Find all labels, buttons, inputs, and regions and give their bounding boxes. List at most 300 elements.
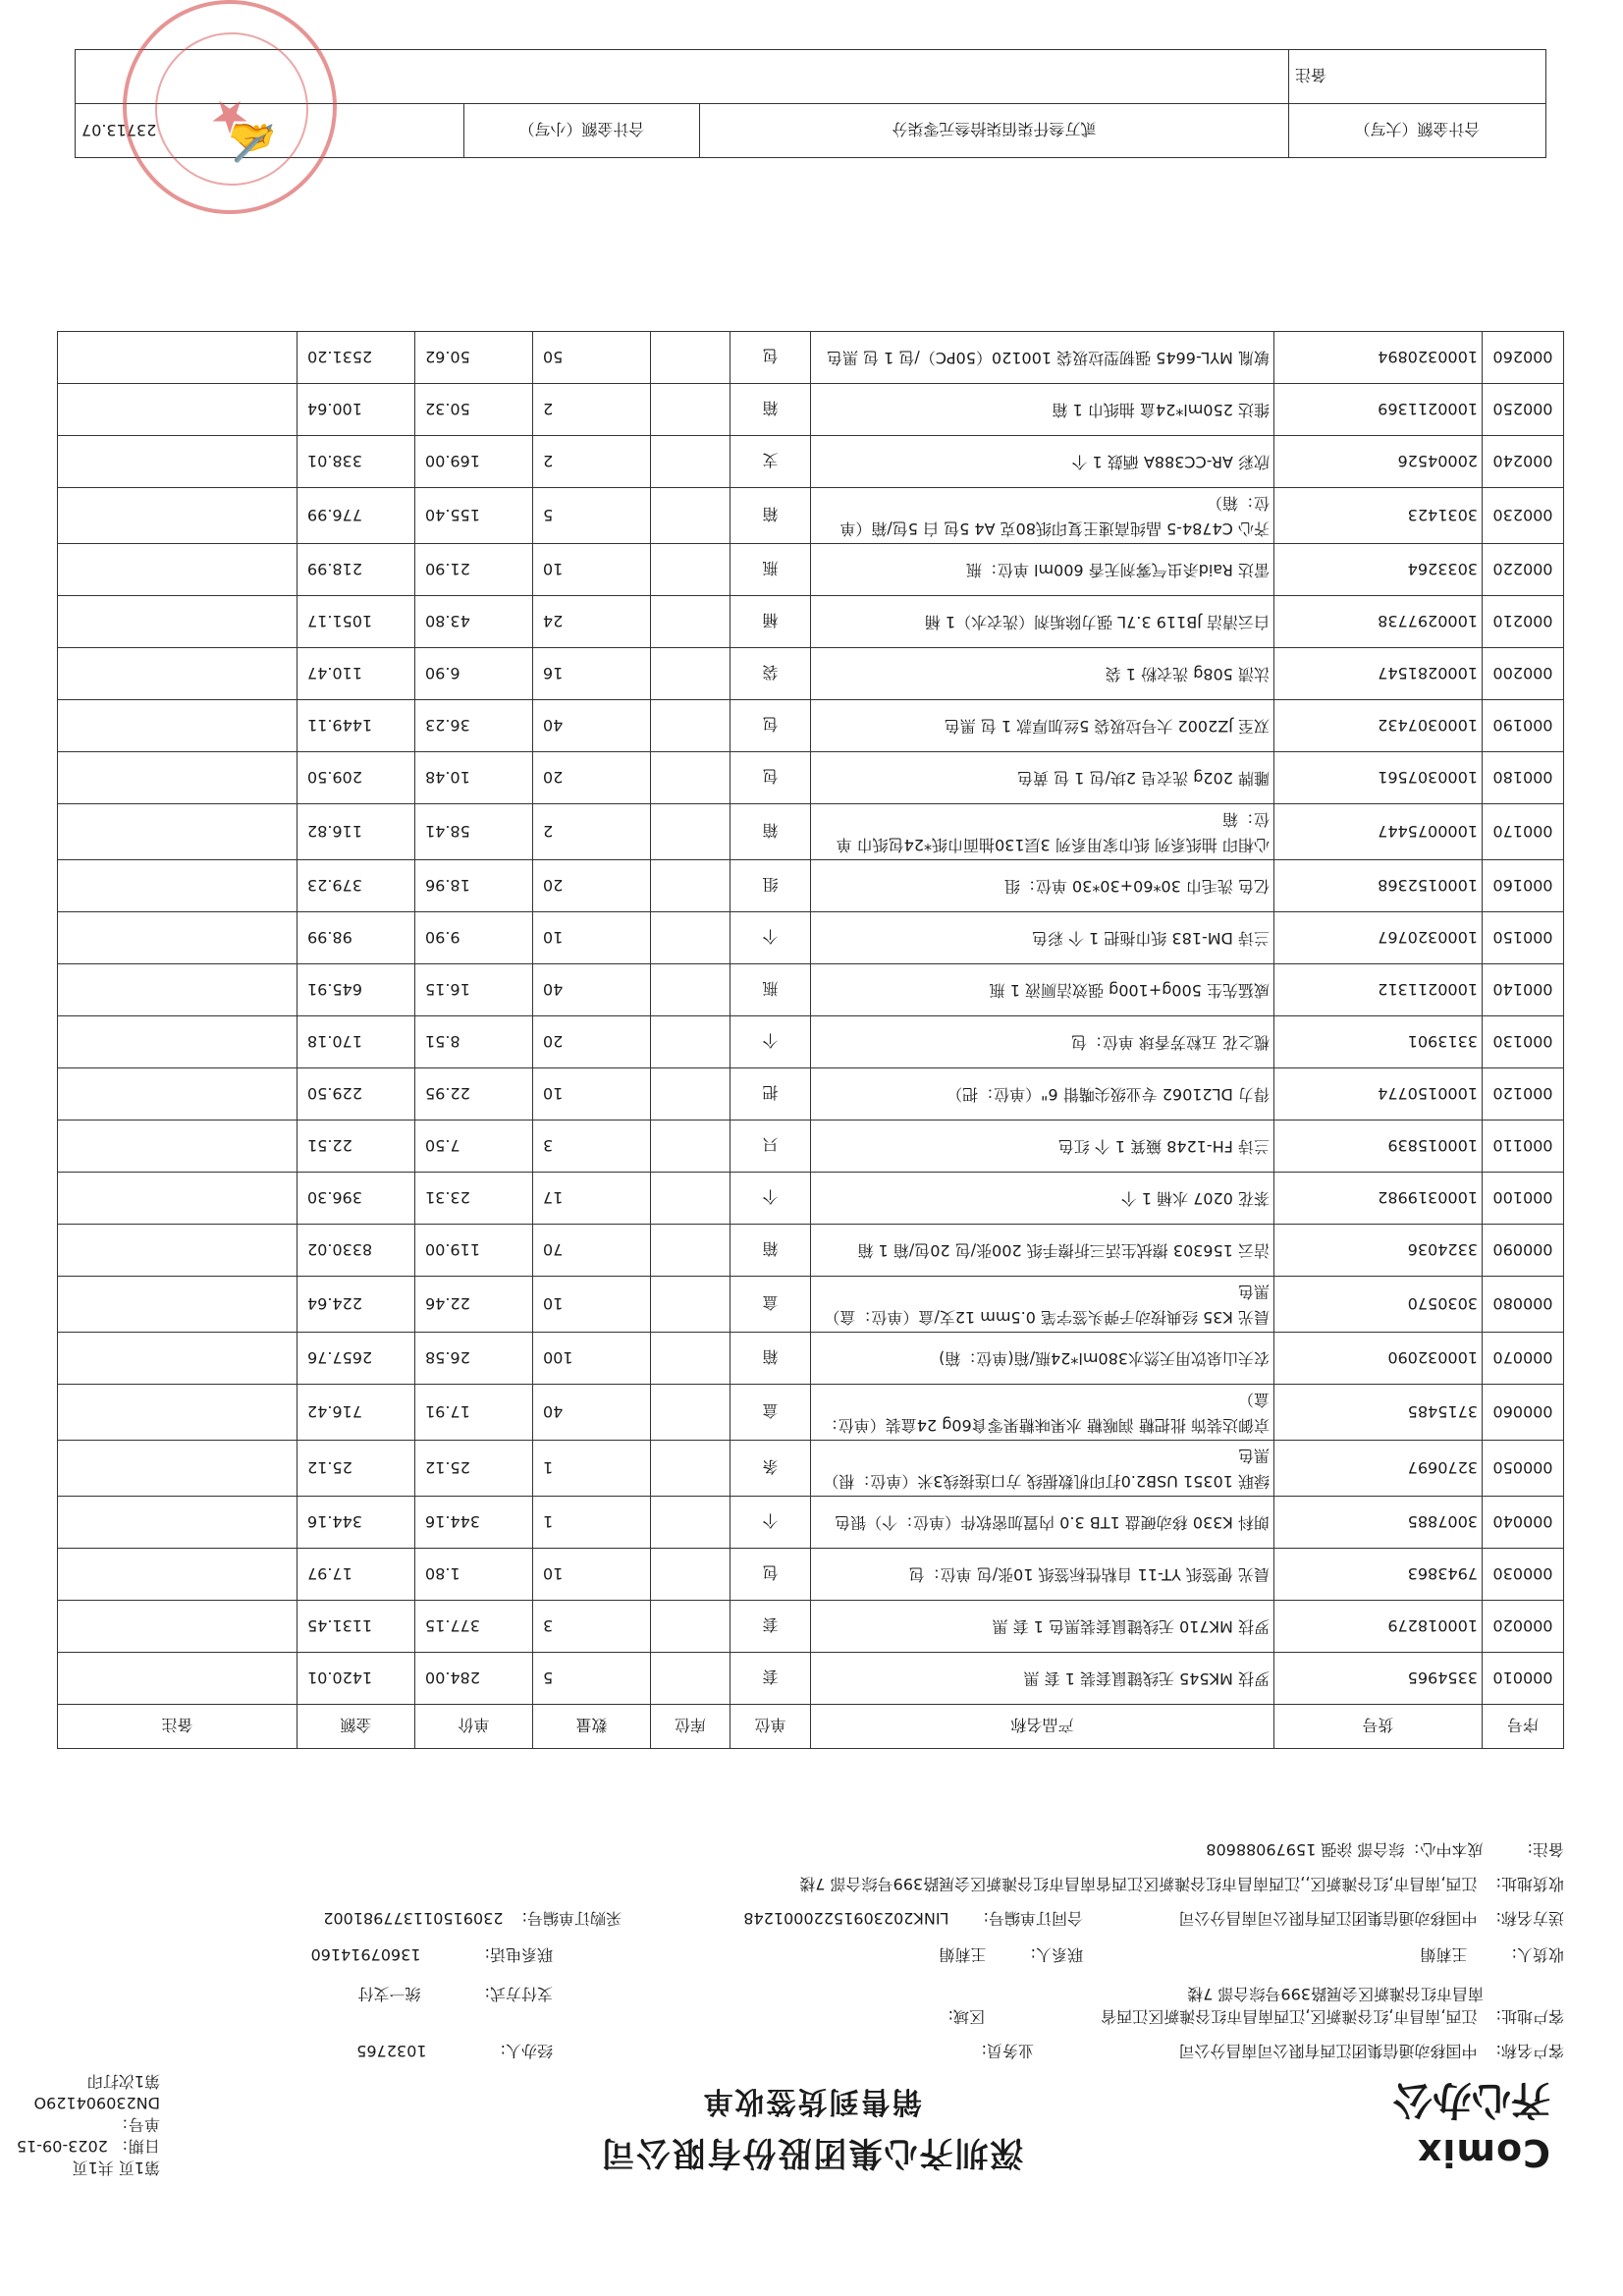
cell-sku: 1000320767 bbox=[1274, 912, 1483, 964]
table-row bbox=[58, 596, 1564, 648]
cell-note bbox=[58, 1549, 298, 1601]
cell-product: 心相印 抽纸系列 纸巾家用系列 3层130抽面巾纸*24包纸巾 单位：箱 bbox=[811, 804, 1274, 860]
cell-note bbox=[58, 1497, 298, 1549]
handler-row bbox=[356, 2041, 553, 2060]
customer-value: 中国移动通信集团江西有限公司南昌分公司 bbox=[1178, 2042, 1478, 2060]
cell-seq: 000210 bbox=[1483, 596, 1564, 648]
cell-sku: 100032090 bbox=[1274, 1333, 1483, 1385]
table-row bbox=[58, 1601, 1564, 1653]
region-label: 区域: bbox=[947, 2007, 985, 2026]
table-row bbox=[58, 1441, 1564, 1497]
cell-product: 罗技 MK710 无线键鼠套装黑色 1 套 黑 bbox=[811, 1601, 1274, 1653]
receive-addr-value: 江西,南昌市,红谷滩新区,,江西南昌市红谷滩新区江西省南昌市红谷滩新区会展路399号综合部 7楼 bbox=[799, 1875, 1478, 1893]
cell-amount: 25.12 bbox=[298, 1441, 415, 1497]
cell-unit: 盒 bbox=[730, 1277, 811, 1333]
document-title: 销售到货签收单 bbox=[701, 2084, 922, 2118]
cell-unit: 套 bbox=[730, 1601, 811, 1653]
cell-sku: 1000075447 bbox=[1274, 804, 1483, 860]
cell-location bbox=[651, 1653, 730, 1705]
items-table bbox=[57, 331, 1564, 1749]
cell-unit: 箱 bbox=[730, 1333, 811, 1385]
cell-unit: 只 bbox=[730, 1121, 811, 1173]
table-row bbox=[58, 1497, 1564, 1549]
cell-seq: 000050 bbox=[1483, 1441, 1564, 1497]
cell-price: 23.31 bbox=[415, 1173, 533, 1225]
cell-sku: 1000211312 bbox=[1274, 964, 1483, 1016]
cell-note bbox=[58, 1601, 298, 1653]
cell-amount: 776.99 bbox=[298, 488, 415, 544]
company-seal bbox=[123, 0, 337, 214]
cell-note bbox=[58, 1441, 298, 1497]
cell-note bbox=[58, 912, 298, 964]
cell-location bbox=[651, 860, 730, 912]
table-row bbox=[58, 752, 1564, 804]
address-label: 客户地址: bbox=[1495, 2007, 1564, 2026]
cell-location bbox=[651, 1497, 730, 1549]
cell-amount: 229.50 bbox=[298, 1068, 415, 1121]
cell-product: 兰诗 FH-1248 簸箕 1 个 红色 bbox=[811, 1121, 1274, 1173]
cell-sku: 100015839 bbox=[1274, 1121, 1483, 1173]
cell-location bbox=[651, 488, 730, 544]
cell-product: 白云清洁 JB119 3.7L 强力除垢剂（洗衣水）1 桶 bbox=[811, 596, 1274, 648]
cell-location bbox=[651, 700, 730, 752]
cell-unit: 瓶 bbox=[730, 964, 811, 1016]
remark-label: 备注: bbox=[1527, 1840, 1564, 1859]
receiver-row bbox=[1420, 1944, 1564, 1964]
cell-product: 得力 DL21062 专业级尖嘴钳 6"（单位：把） bbox=[811, 1068, 1274, 1121]
cell-qty: 2 bbox=[533, 384, 651, 436]
cell-location bbox=[651, 596, 730, 648]
purchase-no-row bbox=[323, 1908, 622, 1928]
cell-price: 284.00 bbox=[415, 1653, 533, 1705]
cell-seq: 000140 bbox=[1483, 964, 1564, 1016]
handler-value: 1032765 bbox=[356, 2042, 427, 2060]
cell-qty: 16 bbox=[533, 648, 651, 700]
cell-note bbox=[58, 596, 298, 648]
cell-product: 敏胤 MYL-6645 强韧型垃圾袋 100120（50PC）/包 1 包 黑色 bbox=[811, 332, 1274, 384]
cell-seq: 000010 bbox=[1483, 1653, 1564, 1705]
cell-seq: 000150 bbox=[1483, 912, 1564, 964]
cell-location bbox=[651, 1601, 730, 1653]
cell-sku: 1000307561 bbox=[1274, 752, 1483, 804]
cell-seq: 000240 bbox=[1483, 436, 1564, 488]
cell-qty: 10 bbox=[533, 1068, 651, 1121]
phone-value: 13607914160 bbox=[310, 1945, 421, 1964]
cell-sku: 1000281547 bbox=[1274, 648, 1483, 700]
cell-amount: 116.82 bbox=[298, 804, 415, 860]
cell-sku: 1000319982 bbox=[1274, 1173, 1483, 1225]
cell-note bbox=[58, 860, 298, 912]
cell-note bbox=[58, 1333, 298, 1385]
cell-unit: 个 bbox=[730, 912, 811, 964]
header-qty: 数量 bbox=[533, 1705, 651, 1749]
cell-note bbox=[58, 488, 298, 544]
cell-location bbox=[651, 332, 730, 384]
cell-amount: 218.99 bbox=[298, 544, 415, 596]
seal-star-icon: ★ bbox=[209, 90, 250, 143]
ship-to-row bbox=[1178, 1908, 1564, 1928]
cell-qty: 20 bbox=[533, 752, 651, 804]
cell-unit: 条 bbox=[730, 1441, 811, 1497]
cell-note bbox=[58, 1068, 298, 1121]
contract-no-label: 合同订单编号: bbox=[983, 1909, 1083, 1928]
header-note: 备注 bbox=[58, 1705, 298, 1749]
table-header-row bbox=[58, 1705, 1564, 1749]
cell-price: 50.32 bbox=[415, 384, 533, 436]
print-count: 第1次打印 bbox=[86, 2072, 160, 2091]
cell-product: 晨光 便签纸 YT-11 自粘性标签纸 10张/包 单位：包 bbox=[811, 1549, 1274, 1601]
cell-note bbox=[58, 384, 298, 436]
table-row bbox=[58, 1277, 1564, 1333]
cell-unit: 支 bbox=[730, 436, 811, 488]
table-row bbox=[58, 332, 1564, 384]
cell-unit: 桶 bbox=[730, 596, 811, 648]
cell-unit: 包 bbox=[730, 1549, 811, 1601]
cell-price: 22.95 bbox=[415, 1068, 533, 1121]
cell-unit: 个 bbox=[730, 1173, 811, 1225]
cell-sku: 3030570 bbox=[1274, 1277, 1483, 1333]
cell-unit: 个 bbox=[730, 1016, 811, 1068]
cell-location bbox=[651, 912, 730, 964]
total-lower-value: 23713.07 bbox=[76, 104, 464, 158]
cell-note bbox=[58, 1121, 298, 1173]
items-body bbox=[58, 332, 1564, 1705]
cell-product: 罗技 MK545 无线键鼠套装 1 套 黑 bbox=[811, 1653, 1274, 1705]
table-row bbox=[58, 1333, 1564, 1385]
cell-unit: 箱 bbox=[730, 804, 811, 860]
cell-qty: 40 bbox=[533, 700, 651, 752]
cell-sku: 1000152368 bbox=[1274, 860, 1483, 912]
cell-qty: 3 bbox=[533, 1121, 651, 1173]
cell-sku: 3033264 bbox=[1274, 544, 1483, 596]
cell-seq: 000200 bbox=[1483, 648, 1564, 700]
region-row bbox=[948, 2006, 985, 2026]
cell-unit: 组 bbox=[730, 860, 811, 912]
cell-qty: 5 bbox=[533, 488, 651, 544]
cell-seq: 000020 bbox=[1483, 1601, 1564, 1653]
cell-product: 兰诗 DM-183 纸巾拖把 1 个 彩色 bbox=[811, 912, 1274, 964]
cell-unit: 瓶 bbox=[730, 544, 811, 596]
cell-qty: 10 bbox=[533, 1549, 651, 1601]
cell-qty: 20 bbox=[533, 1016, 651, 1068]
cell-qty: 10 bbox=[533, 1277, 651, 1333]
cell-price: 17.91 bbox=[415, 1385, 533, 1441]
cell-seq: 000190 bbox=[1483, 700, 1564, 752]
cell-seq: 000110 bbox=[1483, 1121, 1564, 1173]
cell-location bbox=[651, 964, 730, 1016]
header-amount: 金额 bbox=[298, 1705, 415, 1749]
cell-amount: 344.16 bbox=[298, 1497, 415, 1549]
cell-unit: 把 bbox=[730, 1068, 811, 1121]
cell-unit: 箱 bbox=[730, 384, 811, 436]
table-row bbox=[58, 1653, 1564, 1705]
cell-amount: 22.51 bbox=[298, 1121, 415, 1173]
cell-price: 18.96 bbox=[415, 860, 533, 912]
cell-seq: 000130 bbox=[1483, 1016, 1564, 1068]
cell-qty: 1 bbox=[533, 1497, 651, 1549]
table-row bbox=[58, 700, 1564, 752]
cell-amount: 100.64 bbox=[298, 384, 415, 436]
cell-amount: 8330.02 bbox=[298, 1225, 415, 1277]
cell-note bbox=[58, 700, 298, 752]
cell-qty: 1 bbox=[533, 1441, 651, 1497]
table-row bbox=[58, 1549, 1564, 1601]
cell-note bbox=[58, 804, 298, 860]
cell-qty: 20 bbox=[533, 860, 651, 912]
cell-qty: 10 bbox=[533, 544, 651, 596]
cell-unit: 箱 bbox=[730, 1225, 811, 1277]
cell-sku: 1000297738 bbox=[1274, 596, 1483, 648]
cell-qty: 40 bbox=[533, 1385, 651, 1441]
cell-product: 亿色 洗毛巾 30*60+30*30 单位：组 bbox=[811, 860, 1274, 912]
cell-product: 朗科 K330 移动硬盘 1TB 3.0 内置加密软件（单位：个）银色 bbox=[811, 1497, 1274, 1549]
header-price: 单价 bbox=[415, 1705, 533, 1749]
cell-sku: 100018279 bbox=[1274, 1601, 1483, 1653]
cell-amount: 2531.20 bbox=[298, 332, 415, 384]
customer-name-row bbox=[1178, 2041, 1564, 2060]
cell-amount: 338.01 bbox=[298, 436, 415, 488]
table-row bbox=[58, 860, 1564, 912]
cell-amount: 209.50 bbox=[298, 752, 415, 804]
receiver-label: 收货人: bbox=[1511, 1945, 1564, 1964]
cell-price: 58.41 bbox=[415, 804, 533, 860]
cell-product: 绿联 10351 USB2.0打印机数据线 方口连接线3米（单位：根）黑色 bbox=[811, 1441, 1274, 1497]
cell-price: 344.16 bbox=[415, 1497, 533, 1549]
receive-addr-row bbox=[799, 1874, 1564, 1893]
cell-price: 43.80 bbox=[415, 596, 533, 648]
cell-price: 377.15 bbox=[415, 1601, 533, 1653]
table-row bbox=[58, 544, 1564, 596]
cell-price: 155.40 bbox=[415, 488, 533, 544]
cell-sku: 7943863 bbox=[1274, 1549, 1483, 1601]
table-row bbox=[58, 1016, 1564, 1068]
payment-row bbox=[357, 1984, 553, 2003]
cell-qty: 10 bbox=[533, 912, 651, 964]
cell-sku: 1000320894 bbox=[1274, 332, 1483, 384]
cell-unit: 包 bbox=[730, 700, 811, 752]
cell-product: 晨光 K35 经典按动子弹头签字笔 0.5mm 12支/盒（单位：盒）黑色 bbox=[811, 1277, 1274, 1333]
cell-product: 茶花 0207 水桶 1 个 bbox=[811, 1173, 1274, 1225]
cell-product: 榄之花 五粒芳香球 单位：包 bbox=[811, 1016, 1274, 1068]
cell-location bbox=[651, 1333, 730, 1385]
header-seq: 序号 bbox=[1483, 1705, 1564, 1749]
cell-sku: 1000150774 bbox=[1274, 1068, 1483, 1121]
cell-price: 8.51 bbox=[415, 1016, 533, 1068]
table-row bbox=[58, 1068, 1564, 1121]
cell-location bbox=[651, 1549, 730, 1601]
cell-sku: 3031423 bbox=[1274, 488, 1483, 544]
cell-qty: 5 bbox=[533, 1653, 651, 1705]
cell-seq: 000030 bbox=[1483, 1549, 1564, 1601]
cell-price: 16.15 bbox=[415, 964, 533, 1016]
cell-note bbox=[58, 436, 298, 488]
cell-seq: 000040 bbox=[1483, 1497, 1564, 1549]
cell-amount: 98.99 bbox=[298, 912, 415, 964]
cell-amount: 1420.01 bbox=[298, 1653, 415, 1705]
cell-qty: 3 bbox=[533, 1601, 651, 1653]
table-row bbox=[58, 648, 1564, 700]
cell-location bbox=[651, 1121, 730, 1173]
cell-location bbox=[651, 544, 730, 596]
cell-sku: 20004526 bbox=[1274, 436, 1483, 488]
cell-location bbox=[651, 1068, 730, 1121]
receive-addr-label: 收货地址: bbox=[1495, 1875, 1564, 1893]
document-date: 日期： 2023-09-15 bbox=[16, 2137, 160, 2156]
brand-logo-text: Comix bbox=[1416, 2131, 1550, 2174]
cell-price: 169.00 bbox=[415, 436, 533, 488]
company-name: 深圳齐心集团股份有限公司 bbox=[599, 2133, 1024, 2172]
cell-price: 26.58 bbox=[415, 1333, 533, 1385]
cell-product: 双至 JZ2002 大号垃圾袋 5丝加厚款 1 包 黑色 bbox=[811, 700, 1274, 752]
payment-value: 统一支付 bbox=[357, 1985, 421, 2003]
cell-seq: 000250 bbox=[1483, 384, 1564, 436]
cell-amount: 1131.45 bbox=[298, 1601, 415, 1653]
header-product: 产品名称 bbox=[811, 1705, 1274, 1749]
cell-location bbox=[651, 1441, 730, 1497]
contact-value: 王莉娟 bbox=[939, 1945, 987, 1964]
cell-qty: 2 bbox=[533, 804, 651, 860]
cell-price: 25.12 bbox=[415, 1441, 533, 1497]
table-row bbox=[58, 1173, 1564, 1225]
cell-qty: 100 bbox=[533, 1333, 651, 1385]
table-row bbox=[58, 436, 1564, 488]
cell-seq: 000060 bbox=[1483, 1385, 1564, 1441]
purchase-no-label: 采购订单编号: bbox=[521, 1909, 622, 1928]
cell-price: 21.90 bbox=[415, 544, 533, 596]
cell-note bbox=[58, 1225, 298, 1277]
cell-price: 36.23 bbox=[415, 700, 533, 752]
customer-label: 客户名称: bbox=[1495, 2042, 1564, 2060]
total-upper-value: 贰万叁仟柒佰柒拾叁元零柒分 bbox=[700, 104, 1289, 158]
document-number: 单号： DN230904129O bbox=[33, 2094, 160, 2134]
cell-seq: 000170 bbox=[1483, 804, 1564, 860]
cell-product: 齐心 C4784-5 晶纯高速王复印纸80克 A4 5包 白 5包/箱（单位：箱） bbox=[811, 488, 1274, 544]
cell-price: 119.00 bbox=[415, 1225, 533, 1277]
address-row bbox=[1101, 2006, 1564, 2026]
cell-note bbox=[58, 648, 298, 700]
address-value: 江西,南昌市,红谷滩新区,江西南昌市红谷滩新区江西省 bbox=[1101, 2007, 1478, 2026]
cell-location bbox=[651, 384, 730, 436]
table-row bbox=[58, 488, 1564, 544]
contact-row bbox=[939, 1944, 1083, 1964]
cell-location bbox=[651, 804, 730, 860]
sales-label: 业务员: bbox=[981, 2042, 1034, 2060]
cell-qty: 50 bbox=[533, 332, 651, 384]
cell-sku: 3313901 bbox=[1274, 1016, 1483, 1068]
handwritten-signature: ✍ bbox=[229, 119, 278, 164]
remark-value: 成本中心：综合部 涂强 15979088608 bbox=[1206, 1840, 1484, 1859]
cell-note bbox=[58, 964, 298, 1016]
cell-unit: 包 bbox=[730, 752, 811, 804]
cell-qty: 24 bbox=[533, 596, 651, 648]
cell-product: 雷达 Raid杀虫气雾剂无香 600ml 单位：瓶 bbox=[811, 544, 1274, 596]
sales-row bbox=[982, 2041, 1034, 2060]
cell-amount: 1449.11 bbox=[298, 700, 415, 752]
cell-note bbox=[58, 1016, 298, 1068]
cell-qty: 70 bbox=[533, 1225, 651, 1277]
cell-location bbox=[651, 1173, 730, 1225]
cell-amount: 645.91 bbox=[298, 964, 415, 1016]
header-location: 库位 bbox=[651, 1705, 730, 1749]
cell-location bbox=[651, 1225, 730, 1277]
address-row-2 bbox=[1187, 1984, 1484, 2003]
cell-sku: 1000307432 bbox=[1274, 700, 1483, 752]
cell-amount: 224.64 bbox=[298, 1277, 415, 1333]
contract-no-value: LINK20230915220001248 bbox=[743, 1909, 949, 1928]
table-row bbox=[58, 1121, 1564, 1173]
document-meta bbox=[0, 2070, 160, 2178]
cell-price: 9.90 bbox=[415, 912, 533, 964]
table-row bbox=[58, 1225, 1564, 1277]
cell-amount: 17.97 bbox=[298, 1549, 415, 1601]
cell-sku: 3715485 bbox=[1274, 1385, 1483, 1441]
cell-price: 50.62 bbox=[415, 332, 533, 384]
cell-price: 7.50 bbox=[415, 1121, 533, 1173]
contract-no-row bbox=[743, 1908, 1083, 1928]
cell-seq: 000100 bbox=[1483, 1173, 1564, 1225]
cell-note bbox=[58, 544, 298, 596]
cell-qty: 2 bbox=[533, 436, 651, 488]
table-row bbox=[58, 1385, 1564, 1441]
cell-seq: 000180 bbox=[1483, 752, 1564, 804]
cell-product: 维达 250ml*24盒 抽纸巾 1 箱 bbox=[811, 384, 1274, 436]
header-unit: 单位 bbox=[730, 1705, 811, 1749]
cell-price: 1.80 bbox=[415, 1549, 533, 1601]
cell-product: 汰渍 508g 洗衣粉 1 袋 bbox=[811, 648, 1274, 700]
cell-note bbox=[58, 1653, 298, 1705]
cell-seq: 000160 bbox=[1483, 860, 1564, 912]
receiver-value: 王莉娟 bbox=[1420, 1945, 1468, 1964]
remark-row bbox=[1206, 1839, 1564, 1859]
cell-amount: 110.47 bbox=[298, 648, 415, 700]
cell-amount: 716.42 bbox=[298, 1385, 415, 1441]
ship-to-value: 中国移动通信集团江西有限公司南昌分公司 bbox=[1178, 1909, 1478, 1928]
cell-seq: 000070 bbox=[1483, 1333, 1564, 1385]
cell-product: 洁云 156303 擦拭生活三折擦手纸 200张/包 20包/箱 1 箱 bbox=[811, 1225, 1274, 1277]
cell-sku: 3270697 bbox=[1274, 1441, 1483, 1497]
cell-location bbox=[651, 1016, 730, 1068]
total-lower-label: 合计金额（小写） bbox=[464, 104, 700, 158]
brand-logo-cn: 齐心办公 bbox=[1393, 2077, 1550, 2123]
cell-product: 欣彩 AR-CC388A 硒鼓 1 个 bbox=[811, 436, 1274, 488]
purchase-no-value: 230915011377981002 bbox=[323, 1909, 504, 1928]
cell-unit: 包 bbox=[730, 332, 811, 384]
ship-to-label: 送方名称: bbox=[1495, 1909, 1564, 1928]
cell-amount: 1051.17 bbox=[298, 596, 415, 648]
table-row bbox=[58, 964, 1564, 1016]
cell-seq: 000220 bbox=[1483, 544, 1564, 596]
cell-note bbox=[58, 332, 298, 384]
cell-seq: 000260 bbox=[1483, 332, 1564, 384]
payment-label: 支付方式: bbox=[484, 1985, 553, 2003]
cell-product: 京御达装饰 批把糖 润喉糖 水果味糖果零食60g 24盒装（单位：盒） bbox=[811, 1385, 1274, 1441]
cell-amount: 379.23 bbox=[298, 860, 415, 912]
phone-row bbox=[311, 1944, 553, 1964]
cell-sku: 3324036 bbox=[1274, 1225, 1483, 1277]
cell-location bbox=[651, 1277, 730, 1333]
phone-label: 联系电话: bbox=[484, 1945, 553, 1964]
handler-label: 经办人: bbox=[500, 2042, 553, 2060]
cell-product: 威猛先生 500g+100g 强效洁厕液 1 瓶 bbox=[811, 964, 1274, 1016]
cell-price: 10.48 bbox=[415, 752, 533, 804]
cell-sku: 1000211369 bbox=[1274, 384, 1483, 436]
cell-price: 22.46 bbox=[415, 1277, 533, 1333]
cell-unit: 盒 bbox=[730, 1385, 811, 1441]
cell-amount: 396.30 bbox=[298, 1173, 415, 1225]
cell-qty: 40 bbox=[533, 964, 651, 1016]
cell-qty: 17 bbox=[533, 1173, 651, 1225]
cell-seq: 000090 bbox=[1483, 1225, 1564, 1277]
